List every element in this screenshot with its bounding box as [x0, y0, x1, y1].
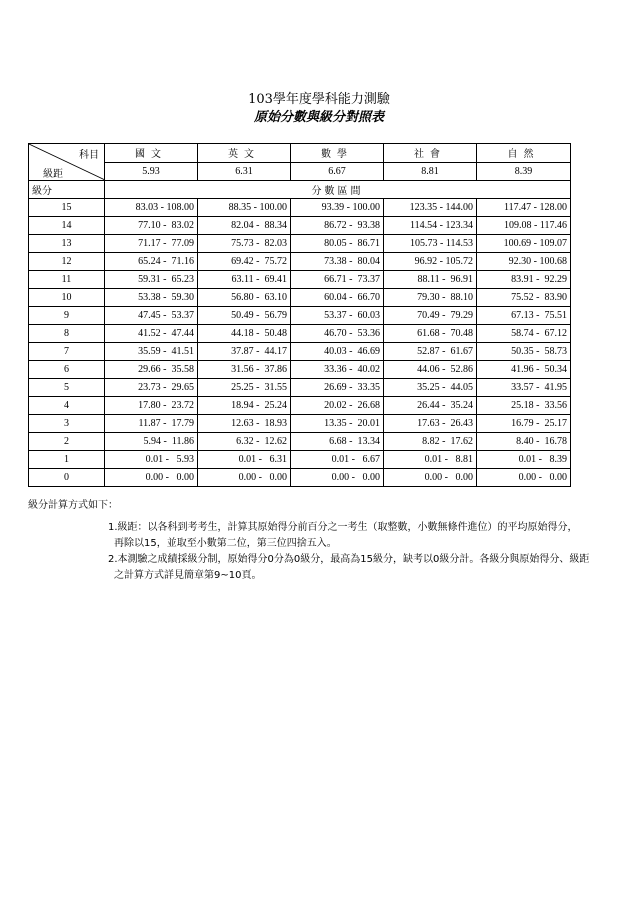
level-cell: 9: [29, 307, 105, 325]
score-range-cell: 23.73 - 29.65: [105, 379, 198, 397]
score-range-cell: 8.40 - 16.78: [477, 433, 571, 451]
note-item-1: 1.級距：以各科到考考生，計算其原始得分前百分之一考生（取整數，小數無條件進位）的平均原始得分，再除以15，並取至小數第二位，第三位四捨五入。: [108, 522, 578, 549]
score-range-cell: 25.25 - 31.55: [198, 379, 291, 397]
notes-heading: 級分計算方式如下：: [28, 500, 118, 511]
score-range-cell: 6.68 - 13.34: [291, 433, 384, 451]
grade-gap-social: 8.81: [384, 162, 477, 181]
score-range-cell: 12.63 - 18.93: [198, 415, 291, 433]
score-range-cell: 11.87 - 17.79: [105, 415, 198, 433]
score-range-cell: 0.00 - 0.00: [477, 469, 571, 487]
score-range-header: 分數區間: [105, 181, 571, 199]
corner-label-grade-gap: 級距: [43, 169, 63, 180]
score-range-cell: 114.54 - 123.34: [384, 217, 477, 235]
score-range-cell: 92.30 - 100.68: [477, 253, 571, 271]
notes-section: [28, 498, 588, 584]
score-range-cell: 44.18 - 50.48: [198, 325, 291, 343]
score-range-cell: 66.71 - 73.37: [291, 271, 384, 289]
score-range-cell: 52.87 - 61.67: [384, 343, 477, 361]
level-cell: 8: [29, 325, 105, 343]
subject-header-science: 自然: [477, 144, 571, 163]
score-range-cell: 82.04 - 88.34: [198, 217, 291, 235]
score-range-cell: 75.73 - 82.03: [198, 235, 291, 253]
score-range-cell: 47.45 - 53.37: [105, 307, 198, 325]
level-cell: 2: [29, 433, 105, 451]
score-range-cell: 109.08 - 117.46: [477, 217, 571, 235]
score-range-cell: 50.35 - 58.73: [477, 343, 571, 361]
table-row: [29, 451, 571, 469]
table-row: [29, 433, 571, 451]
score-range-cell: 31.56 - 37.86: [198, 361, 291, 379]
level-cell: 11: [29, 271, 105, 289]
grade-gap-math: 6.67: [291, 162, 384, 181]
score-range-cell: 0.00 - 0.00: [384, 469, 477, 487]
score-range-cell: 71.17 - 77.09: [105, 235, 198, 253]
score-range-cell: 123.35 - 144.00: [384, 199, 477, 217]
score-range-cell: 75.52 - 83.90: [477, 289, 571, 307]
score-range-cell: 96.92 - 105.72: [384, 253, 477, 271]
score-range-cell: 77.10 - 83.02: [105, 217, 198, 235]
table-row: [29, 469, 571, 487]
table-row: [29, 217, 571, 235]
score-range-cell: 0.00 - 0.00: [291, 469, 384, 487]
score-range-cell: 100.69 - 109.07: [477, 235, 571, 253]
score-range-cell: 0.01 - 6.67: [291, 451, 384, 469]
score-range-cell: 0.00 - 0.00: [105, 469, 198, 487]
score-range-cell: 5.94 - 11.86: [105, 433, 198, 451]
score-range-cell: 63.11 - 69.41: [198, 271, 291, 289]
level-cell: 5: [29, 379, 105, 397]
score-range-cell: 0.00 - 0.00: [198, 469, 291, 487]
level-cell: 7: [29, 343, 105, 361]
table-row: [29, 361, 571, 379]
score-range-cell: 17.63 - 26.43: [384, 415, 477, 433]
score-range-cell: 18.94 - 25.24: [198, 397, 291, 415]
score-range-cell: 79.30 - 88.10: [384, 289, 477, 307]
subject-header-chinese: 國文: [105, 144, 198, 163]
table-row: [29, 253, 571, 271]
score-range-cell: 17.80 - 23.72: [105, 397, 198, 415]
score-range-cell: 67.13 - 75.51: [477, 307, 571, 325]
table-row: [29, 379, 571, 397]
level-cell: 13: [29, 235, 105, 253]
score-range-cell: 53.38 - 59.30: [105, 289, 198, 307]
score-range-cell: 0.01 - 5.93: [105, 451, 198, 469]
score-range-cell: 69.42 - 75.72: [198, 253, 291, 271]
score-range-cell: 13.35 - 20.01: [291, 415, 384, 433]
subject-header-english: 英文: [198, 144, 291, 163]
table-row: [29, 415, 571, 433]
score-range-cell: 41.96 - 50.34: [477, 361, 571, 379]
score-range-cell: 86.72 - 93.38: [291, 217, 384, 235]
table-row: [29, 343, 571, 361]
table-row: [29, 325, 571, 343]
score-range-cell: 6.32 - 12.62: [198, 433, 291, 451]
table-row: [29, 235, 571, 253]
score-range-cell: 41.52 - 47.44: [105, 325, 198, 343]
score-range-cell: 40.03 - 46.69: [291, 343, 384, 361]
score-range-cell: 105.73 - 114.53: [384, 235, 477, 253]
score-range-cell: 50.49 - 56.79: [198, 307, 291, 325]
score-range-cell: 29.66 - 35.58: [105, 361, 198, 379]
score-range-cell: 33.57 - 41.95: [477, 379, 571, 397]
level-cell: 6: [29, 361, 105, 379]
level-cell: 1: [29, 451, 105, 469]
score-range-cell: 0.01 - 8.81: [384, 451, 477, 469]
level-cell: 15: [29, 199, 105, 217]
score-range-cell: 58.74 - 67.12: [477, 325, 571, 343]
score-range-cell: 35.25 - 44.05: [384, 379, 477, 397]
score-conversion-table: [28, 143, 571, 487]
table-corner-cell: [29, 144, 105, 181]
score-range-cell: 26.69 - 33.35: [291, 379, 384, 397]
score-range-cell: 53.37 - 60.03: [291, 307, 384, 325]
corner-label-subject: 科目: [79, 150, 99, 161]
subject-header-social: 社會: [384, 144, 477, 163]
level-cell: 10: [29, 289, 105, 307]
table-row: [29, 199, 571, 217]
note-item-2: 2.本測驗之成績採級分制，原始得分0分為0級分，最高為15級分，缺考以0級分計。各級分與原始得分、級距之計算方式詳見簡章第9~10頁。: [108, 554, 590, 581]
score-range-cell: 35.59 - 41.51: [105, 343, 198, 361]
score-range-cell: 88.35 - 100.00: [198, 199, 291, 217]
score-range-cell: 93.39 - 100.00: [291, 199, 384, 217]
grade-gap-science: 8.39: [477, 162, 571, 181]
grade-gap-chinese: 5.93: [105, 162, 198, 181]
document-title: 103學年度學科能力測驗: [248, 92, 390, 107]
score-range-cell: 83.91 - 92.29: [477, 271, 571, 289]
score-range-cell: 0.01 - 6.31: [198, 451, 291, 469]
score-range-cell: 8.82 - 17.62: [384, 433, 477, 451]
level-cell: 0: [29, 469, 105, 487]
grade-gap-english: 6.31: [198, 162, 291, 181]
level-cell: 14: [29, 217, 105, 235]
score-range-cell: 37.87 - 44.17: [198, 343, 291, 361]
score-range-cell: 0.01 - 8.39: [477, 451, 571, 469]
document-subtitle: 原始分數與級分對照表: [253, 110, 384, 125]
score-range-cell: 60.04 - 66.70: [291, 289, 384, 307]
score-range-cell: 80.05 - 86.71: [291, 235, 384, 253]
level-cell: 12: [29, 253, 105, 271]
score-range-cell: 25.18 - 33.56: [477, 397, 571, 415]
score-range-cell: 26.44 - 35.24: [384, 397, 477, 415]
score-range-cell: 20.02 - 26.68: [291, 397, 384, 415]
score-range-cell: 88.11 - 96.91: [384, 271, 477, 289]
table-row: [29, 307, 571, 325]
level-cell: 3: [29, 415, 105, 433]
score-range-cell: 61.68 - 70.48: [384, 325, 477, 343]
table-row: [29, 289, 571, 307]
score-range-cell: 83.03 - 108.00: [105, 199, 198, 217]
score-range-cell: 59.31 - 65.23: [105, 271, 198, 289]
score-range-cell: 65.24 - 71.16: [105, 253, 198, 271]
score-range-cell: 117.47 - 128.00: [477, 199, 571, 217]
level-column-header: 級分: [29, 181, 105, 199]
score-range-cell: 44.06 - 52.86: [384, 361, 477, 379]
score-range-cell: 73.38 - 80.04: [291, 253, 384, 271]
score-range-cell: 46.70 - 53.36: [291, 325, 384, 343]
score-range-cell: 16.79 - 25.17: [477, 415, 571, 433]
table-row: [29, 397, 571, 415]
subject-header-math: 數學: [291, 144, 384, 163]
table-row: [29, 271, 571, 289]
score-range-cell: 70.49 - 79.29: [384, 307, 477, 325]
score-range-cell: 56.80 - 63.10: [198, 289, 291, 307]
score-range-cell: 33.36 - 40.02: [291, 361, 384, 379]
level-cell: 4: [29, 397, 105, 415]
